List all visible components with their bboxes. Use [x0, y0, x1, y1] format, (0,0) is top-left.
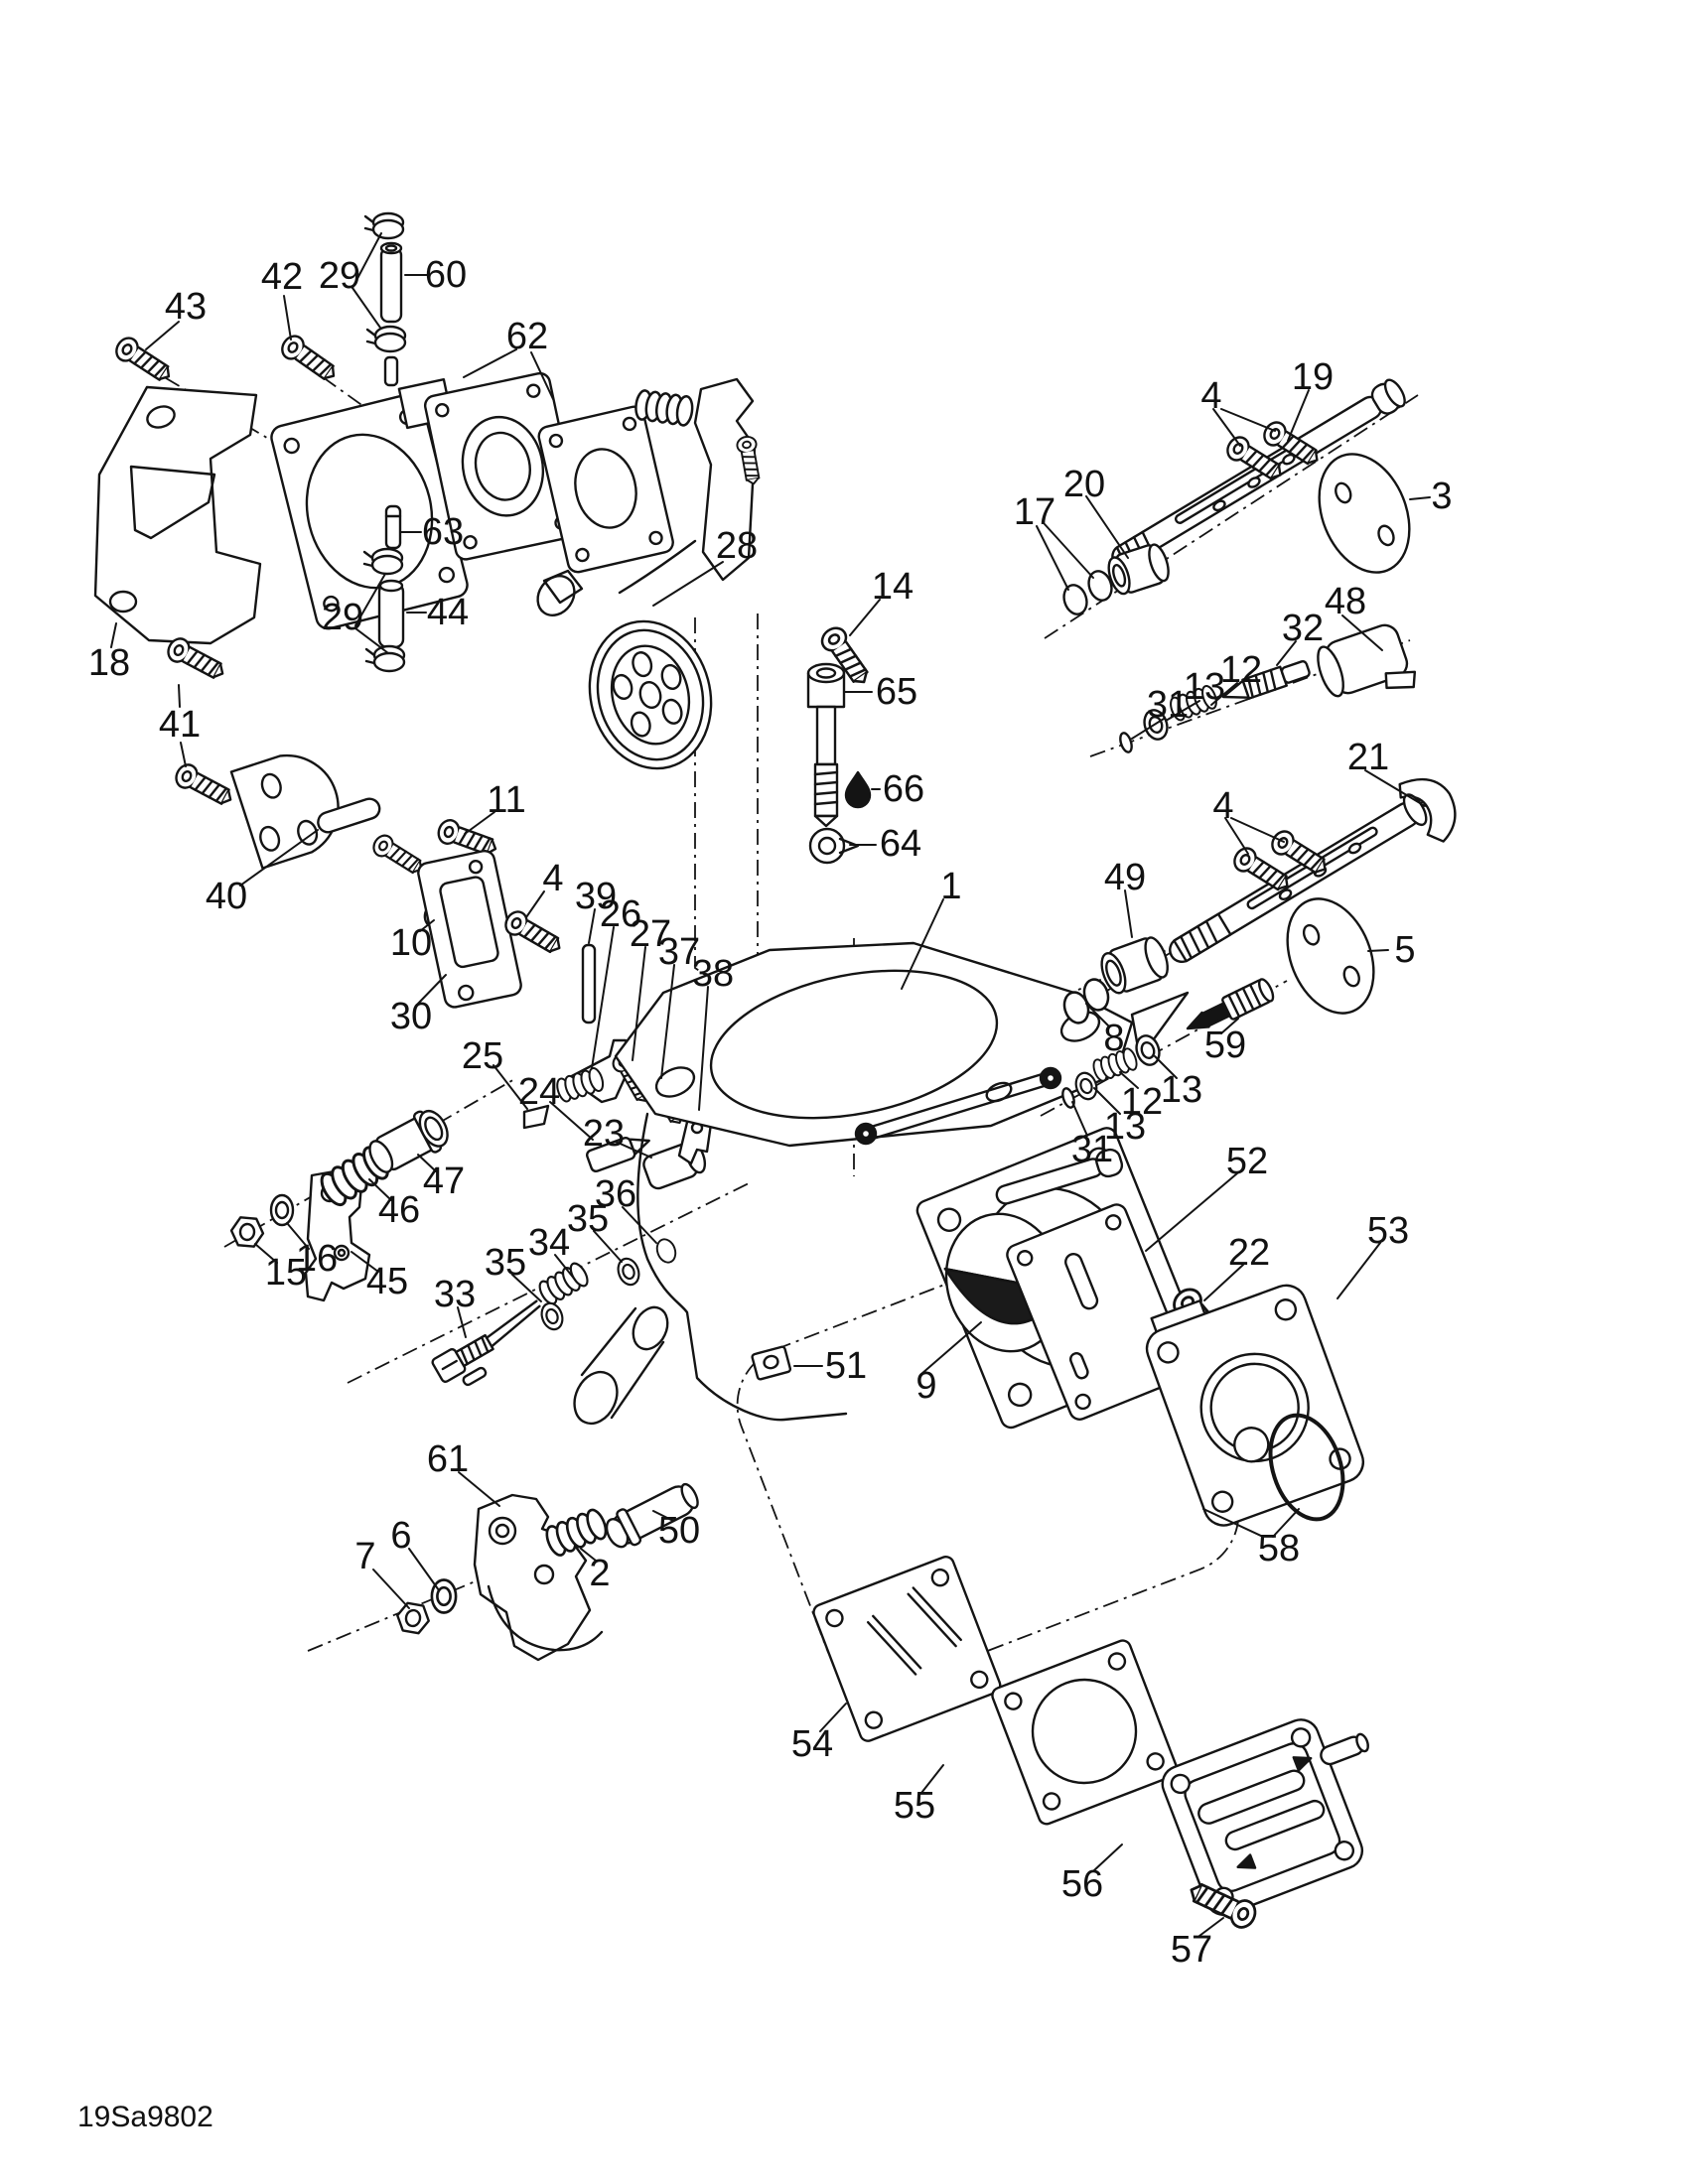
part-label-7: 7 — [354, 1536, 376, 1577]
part-label-2: 2 — [589, 1553, 611, 1594]
part-label-32: 32 — [1281, 608, 1325, 649]
gasket-plate-mid — [537, 405, 675, 574]
part-label-61: 61 — [426, 1438, 470, 1480]
leader-line — [373, 1570, 409, 1608]
part-label-27: 27 — [629, 913, 672, 955]
part-label-31: 31 — [1146, 684, 1190, 726]
part-label-4: 4 — [1212, 785, 1234, 827]
part-label-38: 38 — [691, 953, 735, 995]
bushing-part49 — [1097, 934, 1173, 998]
mounting-bracket-part18 — [95, 387, 260, 643]
part-label-35: 35 — [484, 1242, 527, 1284]
part-label-6: 6 — [390, 1515, 412, 1557]
leader-line — [653, 562, 723, 606]
part-label-26: 26 — [599, 893, 642, 935]
part-label-3: 3 — [1431, 476, 1453, 517]
screw-part42 — [278, 332, 341, 385]
part-label-29: 29 — [318, 255, 361, 297]
part-label-66: 66 — [882, 768, 925, 810]
part-label-59: 59 — [1203, 1024, 1247, 1066]
socket-bolt-part65 — [808, 664, 844, 826]
part-label-53: 53 — [1366, 1210, 1410, 1252]
throttle-pulley-part28 — [574, 608, 728, 782]
part-label-62: 62 — [505, 316, 549, 357]
oil-drop-icon-part66 — [846, 772, 870, 807]
throttle-plate-part3 — [1303, 441, 1426, 586]
shim-part31-upper — [1118, 732, 1134, 753]
part-label-54: 54 — [790, 1723, 834, 1765]
part-label-52: 52 — [1225, 1141, 1269, 1182]
part-label-64: 64 — [879, 823, 922, 865]
spring-part34 — [536, 1261, 591, 1306]
part-label-51: 51 — [824, 1345, 868, 1387]
o-ring-part17a — [1060, 582, 1090, 616]
part-label-47: 47 — [422, 1160, 466, 1202]
part-label-22: 22 — [1227, 1232, 1271, 1274]
choke-plate-part5 — [1271, 886, 1389, 1025]
leader-line — [181, 743, 186, 766]
part-label-39: 39 — [574, 876, 618, 917]
part-label-57: 57 — [1170, 1929, 1213, 1971]
part-label-9: 9 — [915, 1365, 937, 1407]
part-label-21: 21 — [1346, 737, 1390, 778]
gasket-part55 — [990, 1638, 1179, 1826]
part-label-45: 45 — [365, 1261, 409, 1302]
pin-part39 — [583, 945, 595, 1023]
leader-line — [409, 1549, 439, 1590]
part-label-28: 28 — [715, 525, 759, 567]
part-label-25: 25 — [461, 1035, 504, 1077]
part-label-37: 37 — [657, 931, 701, 973]
part-label-17: 17 — [1013, 491, 1056, 533]
part-label-1: 1 — [940, 866, 962, 907]
part-label-23: 23 — [582, 1113, 626, 1155]
part-label-30: 30 — [389, 996, 433, 1037]
part-label-60: 60 — [424, 254, 468, 296]
part-label-13: 13 — [1183, 666, 1226, 708]
part-label-19: 19 — [1291, 356, 1335, 398]
leader-line — [1221, 409, 1275, 431]
leader-line — [284, 296, 291, 340]
part-label-44: 44 — [426, 592, 470, 633]
part-label-15: 15 — [264, 1252, 308, 1294]
part-label-12: 12 — [1120, 1081, 1164, 1123]
part-label-36: 36 — [594, 1173, 637, 1215]
part-label-13: 13 — [1103, 1106, 1147, 1148]
part-label-40: 40 — [205, 876, 248, 917]
square-nut-part51 — [752, 1346, 791, 1380]
part-label-50: 50 — [657, 1510, 701, 1552]
washer-part35b — [615, 1256, 642, 1288]
part-label-48: 48 — [1324, 581, 1367, 622]
part-label-58: 58 — [1257, 1528, 1301, 1570]
nut-part15 — [230, 1217, 264, 1248]
part-label-33: 33 — [433, 1274, 477, 1315]
cap-part48 — [1313, 620, 1420, 715]
part-label-63: 63 — [421, 511, 465, 553]
part-label-4: 4 — [1200, 375, 1222, 417]
screw-part41b — [173, 761, 236, 810]
part-label-4: 4 — [542, 858, 564, 899]
washer-part35a — [538, 1300, 566, 1332]
part-label-35: 35 — [566, 1198, 610, 1240]
part-label-24: 24 — [517, 1071, 561, 1113]
diagram-code: 19Sa9802 — [77, 2101, 213, 2133]
leader-line — [1146, 1173, 1237, 1251]
part-label-29: 29 — [321, 597, 364, 638]
leader-line — [1368, 950, 1388, 951]
nut-part7 — [395, 1601, 431, 1634]
part-label-14: 14 — [871, 566, 914, 608]
washer-part16 — [271, 1195, 293, 1225]
part-label-13: 13 — [1160, 1069, 1203, 1111]
part-label-10: 10 — [389, 922, 433, 964]
part-label-46: 46 — [377, 1189, 421, 1231]
part-label-43: 43 — [164, 286, 208, 328]
leader-line — [1410, 497, 1430, 499]
leader-line — [1037, 526, 1068, 590]
part-label-5: 5 — [1394, 929, 1416, 971]
part-label-34: 34 — [527, 1222, 571, 1264]
part-label-16: 16 — [295, 1238, 339, 1280]
part-label-56: 56 — [1060, 1863, 1104, 1905]
part-label-41: 41 — [158, 704, 202, 746]
part-label-12: 12 — [1219, 649, 1263, 691]
part-label-55: 55 — [893, 1785, 936, 1827]
diaphragm-part54 — [811, 1555, 1002, 1743]
fuel-line-stack-top — [365, 213, 405, 385]
part-label-18: 18 — [87, 642, 131, 684]
part-label-8: 8 — [1103, 1018, 1125, 1059]
leader-line — [1086, 496, 1128, 558]
part-label-49: 49 — [1103, 857, 1147, 898]
cam-plate-part40 — [231, 743, 427, 879]
part-label-65: 65 — [875, 671, 918, 713]
leader-line — [526, 891, 544, 917]
part-label-31: 31 — [1070, 1129, 1114, 1170]
part-label-11: 11 — [487, 779, 526, 821]
part-label-20: 20 — [1062, 464, 1106, 505]
part-label-42: 42 — [260, 256, 304, 298]
parts-layer — [95, 213, 1469, 1931]
o-ring-part36 — [654, 1237, 679, 1266]
